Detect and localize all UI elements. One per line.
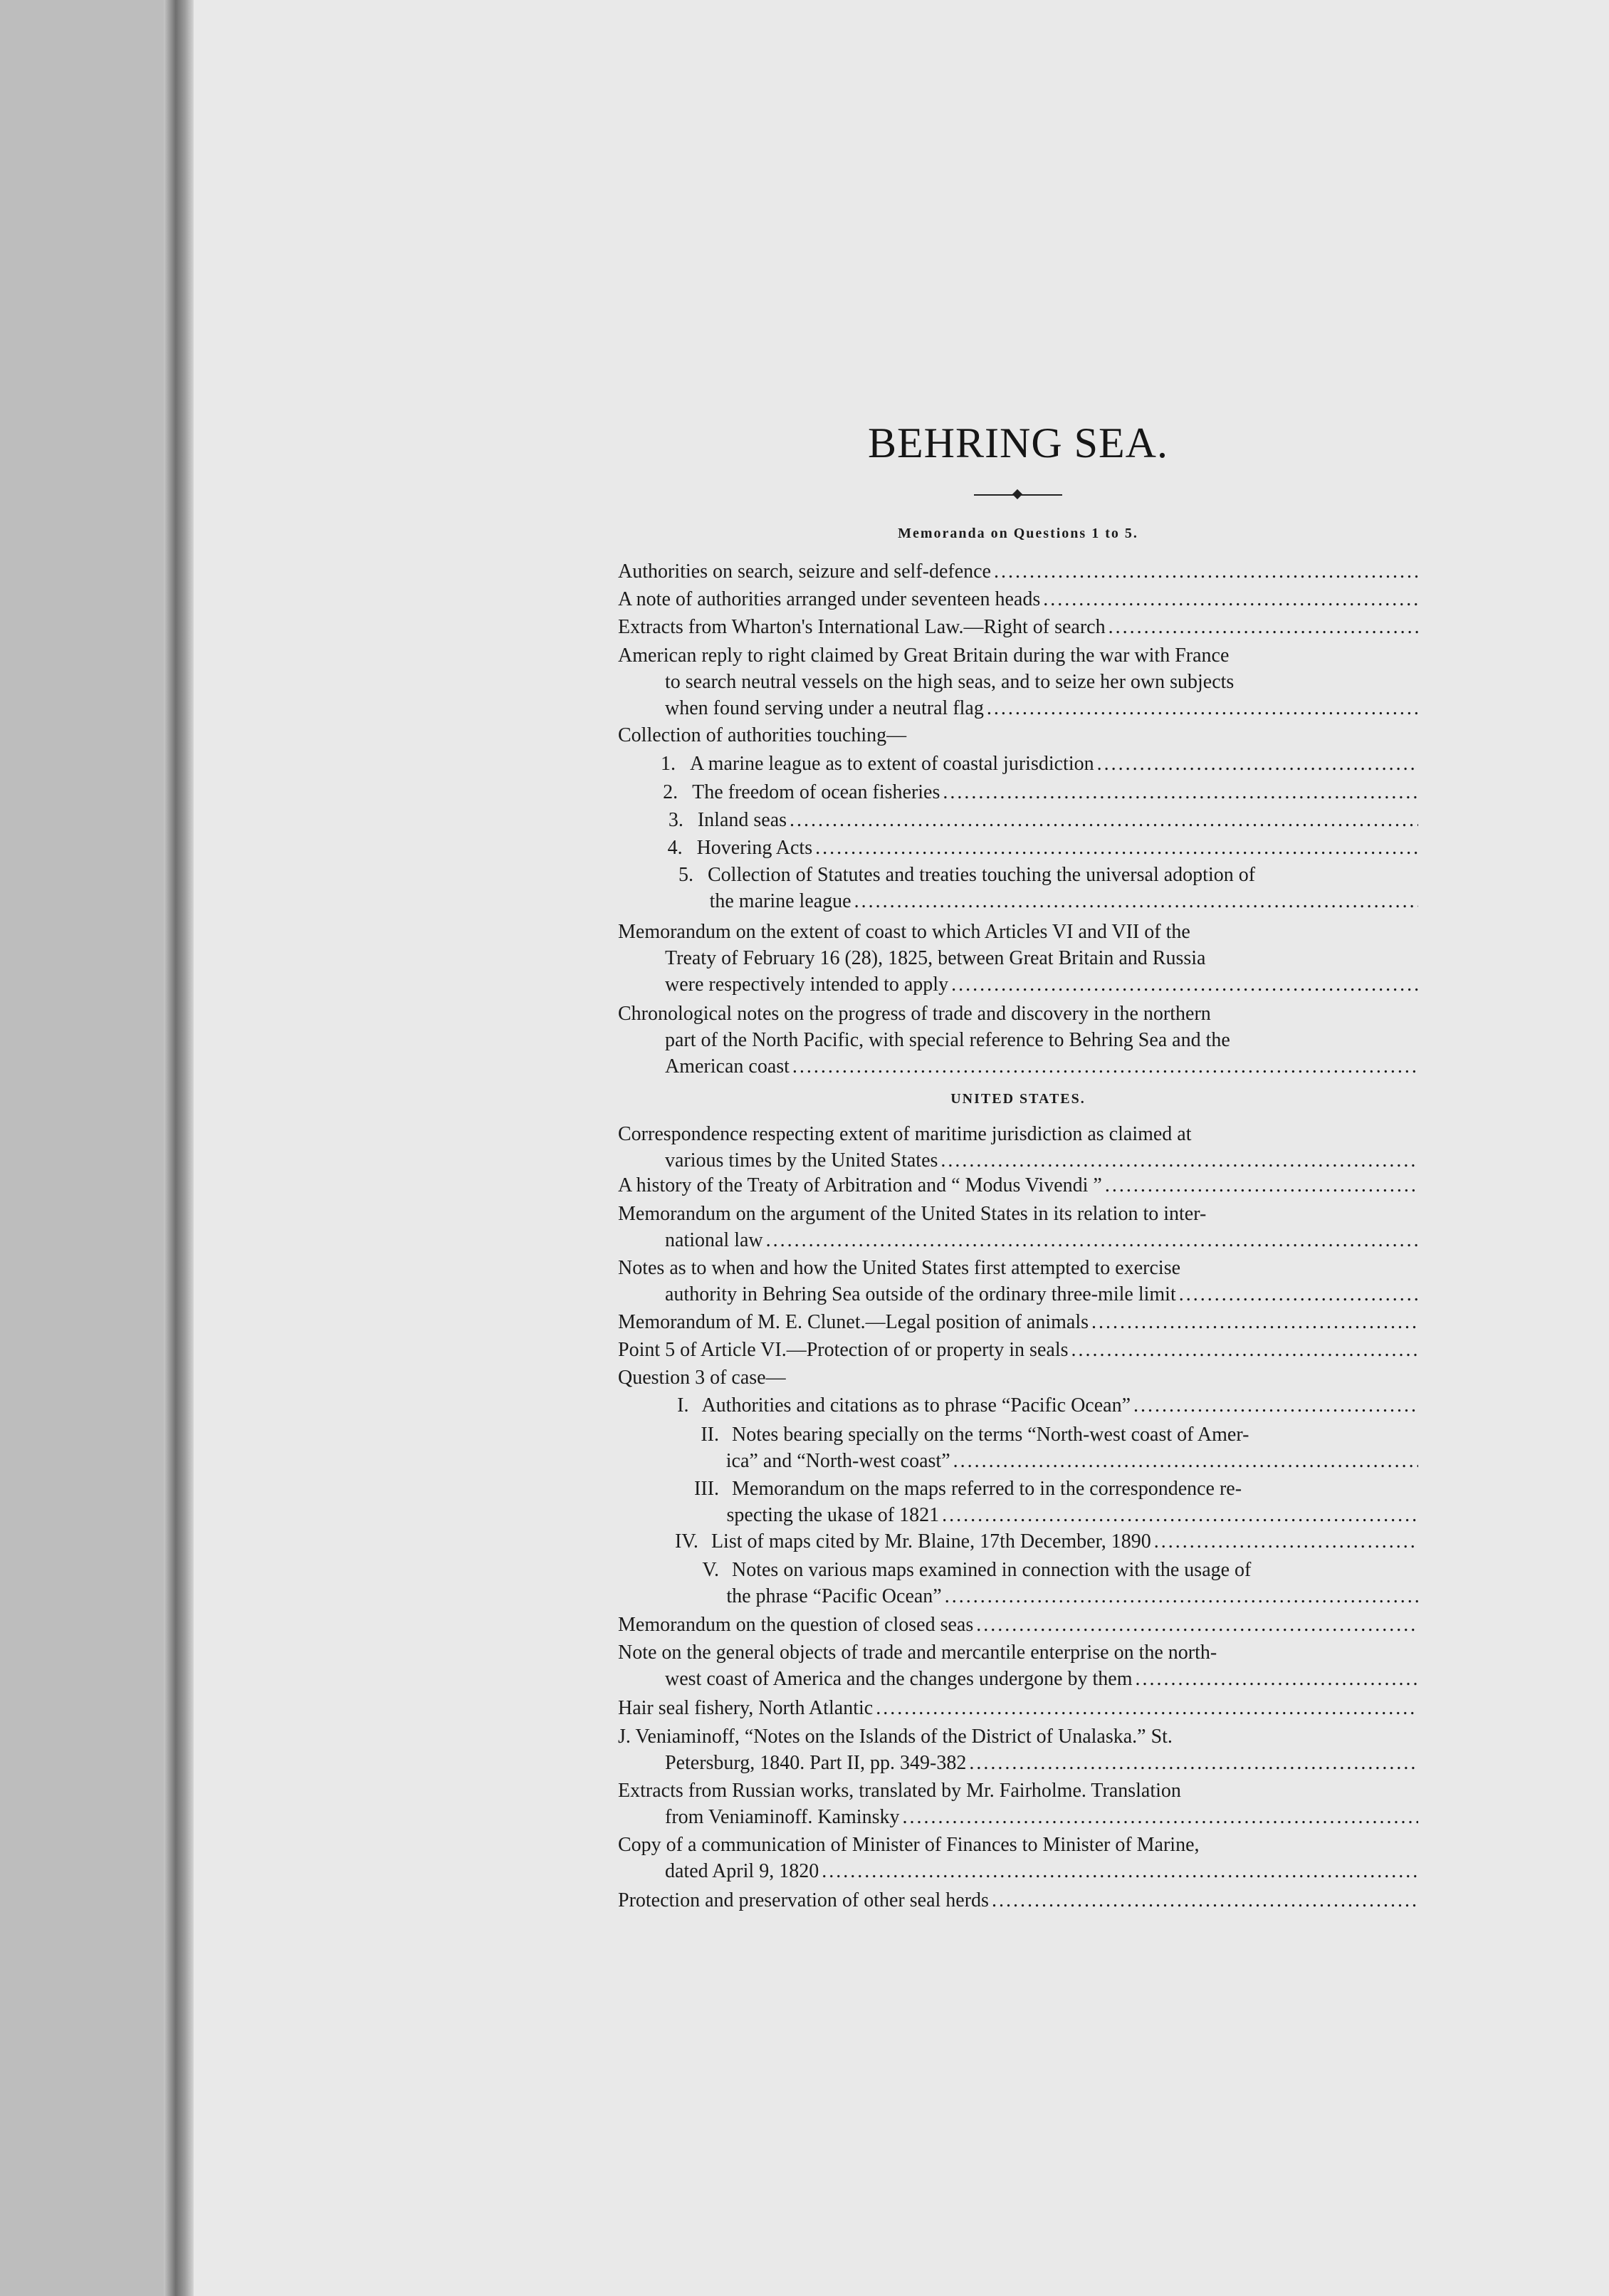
document-page	[194, 0, 1609, 2296]
toc-entry	[618, 1695, 1418, 1721]
toc-entry-text: Protection and preservation of other seal herds	[618, 1889, 989, 1911]
toc-entry-number: 4.	[667, 837, 683, 859]
toc-entry-line	[618, 1666, 1418, 1692]
toc-entry-line	[618, 1858, 1418, 1884]
toc-entry-line	[618, 669, 1418, 695]
toc-entry-line	[675, 1528, 1418, 1555]
toc-entry	[618, 1778, 1418, 1830]
toc-entry-line	[618, 1227, 1418, 1253]
toc-entry-text: Hair seal fishery, North Atlantic	[618, 1697, 874, 1719]
toc-entry-text: Treaty of February 16 (28), 1825, between Great Britain and Russia	[665, 947, 1206, 969]
toc-entry-line	[675, 1583, 1418, 1609]
toc-entry-line	[618, 614, 1418, 640]
toc-entry-line	[618, 1147, 1418, 1174]
toc-entry	[618, 1255, 1418, 1308]
toc-entry-line	[618, 1172, 1418, 1199]
toc-entry-line	[661, 807, 1418, 833]
leader-dots	[1176, 1281, 1418, 1308]
toc-entry	[618, 614, 1418, 640]
toc-entry-text: Authorities on search, seizure and self-defence	[618, 560, 991, 583]
toc-entry-line	[618, 1364, 1418, 1391]
toc-entry	[618, 1723, 1418, 1776]
toc-entry-line	[618, 1639, 1418, 1666]
toc-entry	[618, 558, 1418, 585]
toc-entry-text: Memorandum on the extent of coast to which Articles VI and VII of the	[618, 921, 1190, 943]
toc-entry-text: Petersburg, 1840. Part II, pp. 349-382	[665, 1752, 967, 1774]
toc-entry-line	[618, 1001, 1418, 1027]
leader-dots	[899, 1804, 1418, 1830]
toc-entry-number: 1.	[661, 753, 676, 775]
toc-entry-text: Question 3 of case—	[618, 1367, 786, 1389]
toc-entry-text: Extracts from Russian works, translated by Mr. Fairholme. Translation	[618, 1780, 1181, 1802]
leader-dots	[939, 1502, 1418, 1528]
toc-entry-text: when found serving under a neutral flag	[665, 697, 984, 719]
toc-entry-text: Collection of authorities touching—	[618, 724, 907, 746]
toc-entry-line	[618, 695, 1418, 721]
leader-dots	[991, 558, 1418, 585]
toc-entry	[661, 835, 1418, 861]
toc-entry-number: 5.	[678, 864, 693, 886]
toc-entry-text: A history of the Treaty of Arbitration and “ Modus Vivendi ”	[618, 1174, 1102, 1196]
toc-entry-line	[618, 558, 1418, 585]
page-title: BEHRING SEA.	[867, 419, 1168, 466]
toc-entry-number	[675, 1502, 698, 1528]
toc-entry	[618, 586, 1418, 612]
page-subtitle: Memoranda on Questions 1 to 5.	[898, 526, 1138, 541]
toc-entry-text: Notes on various maps examined in connection with the usage of	[732, 1559, 1252, 1581]
toc-entry-line	[661, 835, 1418, 861]
toc-entry-line	[618, 1750, 1418, 1776]
toc-entry-line	[618, 586, 1418, 612]
leader-dots	[1106, 614, 1418, 640]
leader-dots	[1069, 1337, 1419, 1363]
toc-entry	[618, 919, 1418, 998]
toc-entry-text: Memorandum on the maps referred to in the correspondence re-	[732, 1478, 1242, 1500]
page-gutter-shadow	[164, 0, 194, 2296]
leader-dots	[812, 835, 1418, 861]
toc-entry-text: dated April 9, 1820	[665, 1860, 819, 1882]
toc-entry-line	[618, 919, 1418, 945]
leader-dots	[950, 1448, 1418, 1474]
toc-entry-text: Notes bearing specially on the terms “North-west coast of Amer-	[732, 1424, 1249, 1446]
toc-entry-text: Correspondence respecting extent of maritime jurisdiction as claimed at	[618, 1123, 1192, 1145]
toc-entry-text: Notes as to when and how the United States first attempted to exercise	[618, 1257, 1181, 1279]
toc-entry-line	[618, 945, 1418, 971]
toc-entry-line	[618, 642, 1418, 669]
toc-entry-text: ica” and “North-west coast”	[725, 1450, 950, 1472]
toc-entry-line	[618, 1612, 1418, 1638]
leader-dots	[1094, 751, 1418, 777]
toc-entry	[675, 1392, 1418, 1419]
toc-entry-line	[618, 1053, 1418, 1080]
toc-entry-line	[675, 1502, 1418, 1528]
leader-dots	[984, 695, 1418, 721]
toc-entry-text: Note on the general objects of trade and mercantile enterprise on the north-	[618, 1642, 1217, 1664]
toc-entry-number	[675, 1448, 698, 1474]
toc-entry-line	[618, 722, 1418, 748]
toc-entry	[618, 1639, 1418, 1692]
title-ornament-icon	[974, 490, 1062, 500]
toc-entry-number: 3.	[668, 809, 683, 831]
toc-entry-text: authority in Behring Sea outside of the ordinary three-mile limit	[665, 1283, 1176, 1305]
toc-entry	[618, 1887, 1418, 1914]
toc-entry-line	[675, 1421, 1418, 1448]
toc-entry-line	[618, 1255, 1418, 1281]
toc-entry-line	[675, 1557, 1418, 1583]
toc-entry-number: 2.	[663, 781, 678, 803]
leader-dots	[873, 1695, 1418, 1721]
toc-entry	[618, 1172, 1418, 1199]
toc-entry-number: I.	[677, 1394, 689, 1416]
toc-entry-text: Memorandum on the argument of the United States in its relation to inter-	[618, 1203, 1207, 1225]
toc-entry-text: national law	[665, 1229, 763, 1251]
toc-entry-text: Memorandum of M. E. Clunet.—Legal position of animals	[618, 1311, 1089, 1333]
toc-entry-text: J. Veniaminoff, “Notes on the Islands of the District of Unalaska.” St.	[618, 1726, 1173, 1748]
toc-entry	[675, 1528, 1418, 1555]
toc-entry-text: American reply to right claimed by Great Britain during the war with France	[618, 645, 1230, 667]
toc-entry-text: Collection of Statutes and treaties touching the universal adoption of	[708, 864, 1256, 886]
toc-entry-number: IV.	[675, 1530, 698, 1553]
toc-entry	[618, 722, 1418, 748]
toc-entry-line	[618, 1723, 1418, 1750]
toc-entry-text: specting the ukase of 1821	[726, 1504, 940, 1526]
toc-entry-line	[661, 751, 1418, 777]
toc-entry-text: American coast	[665, 1055, 790, 1077]
toc-entry-line	[618, 1832, 1418, 1858]
toc-entry-number: III.	[694, 1478, 719, 1500]
toc-entry-line	[618, 1201, 1418, 1227]
toc-entry-line	[618, 1121, 1418, 1147]
toc-entry-text: A note of authorities arranged under seventeen heads	[618, 588, 1041, 610]
toc-entry-line	[618, 1309, 1418, 1335]
toc-entry-text: List of maps cited by Mr. Blaine, 17th December, 1890	[711, 1530, 1151, 1553]
leader-dots	[973, 1612, 1418, 1638]
leader-dots	[948, 971, 1418, 998]
toc-entry-text: Chronological notes on the progress of trade and discovery in the northern	[618, 1003, 1211, 1025]
toc-entry-number: II.	[701, 1424, 719, 1446]
leader-dots	[819, 1858, 1418, 1884]
leader-dots	[940, 779, 1418, 805]
toc-entry-line	[618, 1027, 1418, 1053]
toc-entry	[618, 1121, 1418, 1174]
toc-entry	[618, 1612, 1418, 1638]
toc-entry-text: were respectively intended to apply	[665, 974, 949, 996]
leader-dots	[787, 807, 1418, 833]
leader-dots	[1089, 1309, 1418, 1335]
toc-entry-text: Authorities and citations as to phrase “Pacific Ocean”	[701, 1394, 1131, 1416]
toc-entry-line	[661, 779, 1418, 805]
leader-dots	[790, 1053, 1418, 1080]
leader-dots	[942, 1583, 1418, 1609]
toc-entry-line	[618, 1695, 1418, 1721]
toc-entry-line	[618, 971, 1418, 998]
toc-entry-text: Hovering Acts	[696, 837, 813, 859]
toc-entry-text: west coast of America and the changes undergone by them	[665, 1668, 1133, 1690]
leader-dots	[1040, 586, 1418, 612]
toc-entry	[618, 1309, 1418, 1335]
leader-dots	[966, 1750, 1418, 1776]
toc-entry	[675, 1476, 1418, 1528]
toc-entry-text: the phrase “Pacific Ocean”	[726, 1585, 942, 1607]
toc-entry-text: A marine league as to extent of coastal jurisdiction	[690, 753, 1094, 775]
toc-entry	[675, 1421, 1418, 1474]
toc-entry-text: various times by the United States	[665, 1149, 938, 1172]
toc-entry-line	[618, 1281, 1418, 1308]
toc-entry-text: to search neutral vessels on the high seas, and to seize her own subjects	[665, 671, 1235, 693]
toc-entry-line	[675, 1448, 1418, 1474]
toc-entry-number	[675, 1583, 698, 1609]
toc-entry-text: the marine league	[709, 890, 851, 912]
toc-entry	[618, 1337, 1418, 1363]
toc-entry	[618, 642, 1418, 721]
toc-entry-text: part of the North Pacific, with special reference to Behring Sea and the	[665, 1029, 1230, 1051]
toc-entry-text: Inland seas	[697, 809, 787, 831]
toc-entry-line	[618, 1778, 1418, 1804]
leader-dots	[1133, 1666, 1419, 1692]
toc-entry	[661, 807, 1418, 833]
toc-entry-line	[661, 862, 1418, 888]
toc-entry-text: The freedom of ocean fisheries	[692, 781, 940, 803]
toc-entry-line	[618, 1337, 1418, 1363]
leader-dots	[989, 1887, 1418, 1914]
toc-entry-line	[675, 1392, 1418, 1419]
toc-entry-text: Point 5 of Article VI.—Protection of or property in seals	[618, 1339, 1069, 1361]
toc-entry	[661, 862, 1418, 914]
toc-entry	[661, 779, 1418, 805]
toc-entry	[618, 1832, 1418, 1884]
leader-dots	[1102, 1172, 1418, 1199]
leader-dots	[851, 888, 1418, 914]
leader-dots	[763, 1227, 1418, 1253]
leader-dots	[938, 1147, 1418, 1174]
toc-entry-number	[661, 888, 681, 914]
toc-entry-line	[675, 1476, 1418, 1502]
toc-entry	[661, 751, 1418, 777]
toc-entry-text: from Veniaminoff. Kaminsky	[665, 1806, 900, 1828]
toc-entry-line	[661, 888, 1418, 914]
toc-entry	[618, 1201, 1418, 1253]
toc-entry-text: Copy of a communication of Minister of Finances to Minister of Marine,	[618, 1834, 1200, 1856]
leader-dots	[1151, 1528, 1418, 1555]
toc-entry	[675, 1557, 1418, 1609]
toc-entry	[618, 1364, 1418, 1391]
toc-entry-text: Memorandum on the question of closed seas	[618, 1614, 974, 1636]
toc-entry-text: Extracts from Wharton's International Law.—Right of search	[618, 616, 1106, 638]
toc-entry-line	[618, 1887, 1418, 1914]
leader-dots	[1131, 1392, 1418, 1419]
section-heading: UNITED STATES.	[950, 1091, 1086, 1107]
toc-entry	[618, 1001, 1418, 1080]
toc-entry-number: V.	[702, 1559, 719, 1581]
toc-entry-line	[618, 1804, 1418, 1830]
